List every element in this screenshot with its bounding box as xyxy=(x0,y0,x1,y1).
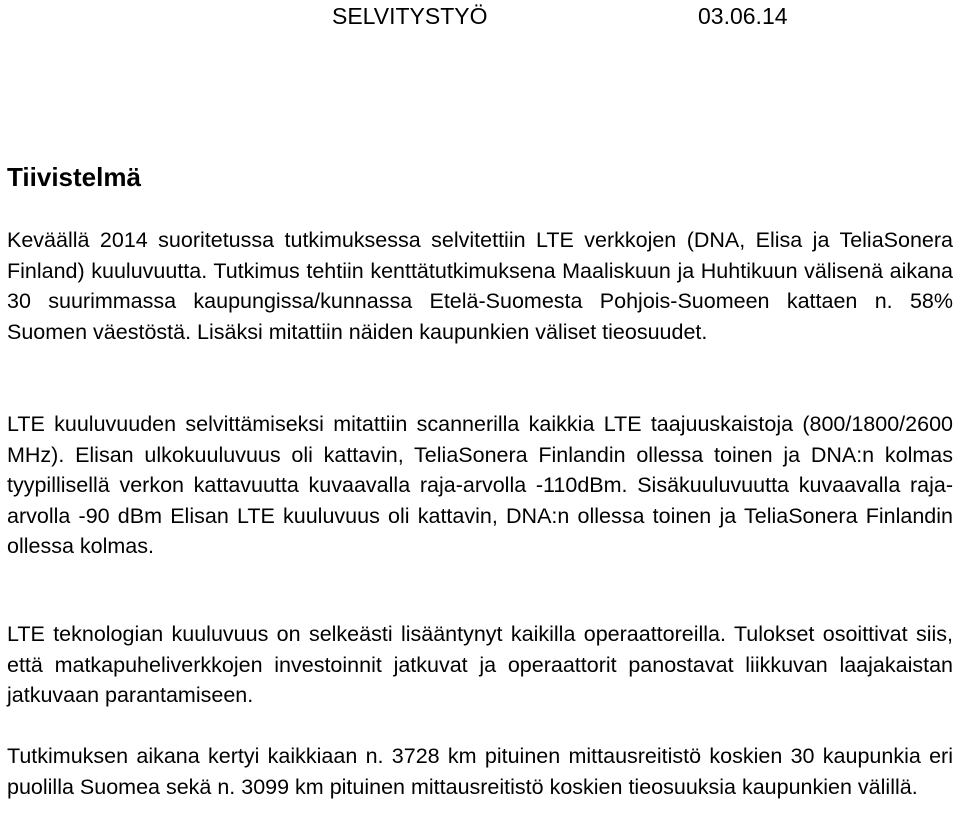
paragraph-technology-trend: LTE teknologian kuuluvuus on selkeästi lisääntynyt kaikilla operaattoreilla. Tulokset osoittivat siis, että matkapuheliverkkojen investoinnit jatkuvat ja operaattorit panostavat liikkuvan laajakaistan jatkuvaan parantamiseen. xyxy=(7,622,953,708)
paragraph-measurement-routes: Tutkimuksen aikana kertyi kaikkiaan n. 3728 km pituinen mittausreitistö koskien 30 kaupunkia eri puolilla Suomea sekä n. 3099 km pituinen mittausreitistö koskien tieosuuksia kaupunkien välillä. xyxy=(7,744,953,799)
paragraph-coverage-results: LTE kuuluvuuden selvittämiseksi mitattiin scannerilla kaikkia LTE taajuuskaistoja (800/1800/2600 MHz). Elisan ulkokuuluvuus oli kattavin, TeliaSonera Finlandin ollessa toinen ja DNA:n kolmas tyypillisellä verkon kattavuutta kuvaavalla raja-arvolla -110dBm. Sisäkuuluvuutta kuvaavalla raja-arvolla -90 dBm Elisan LTE kuuluvuus oli kattavin, DNA:n ollessa toinen ja TeliaSonera Finlandin ollessa kolmas. xyxy=(7,412,953,559)
document-type: SELVITYSTYÖ xyxy=(332,3,488,29)
paragraph-summary-intro: Keväällä 2014 suoritetussa tutkimuksessa selvitettiin LTE verkkojen (DNA, Elisa ja TeliaSonera Finland) kuuluvuutta. Tutkimus tehtiin kenttätutkimuksena Maaliskuun ja Huhtikuun välisenä aikana 30 suurimmassa kaupungissa/kunnassa Etelä-Suomesta Pohjois-Suomeen kattaen n. 58% Suomen väestöstä. Lisäksi mitattiin näiden kaupunkien väliset tieosuudet. xyxy=(7,228,953,344)
document-date: 03.06.14 xyxy=(698,3,788,29)
section-title: Tiivistelmä xyxy=(7,162,141,192)
